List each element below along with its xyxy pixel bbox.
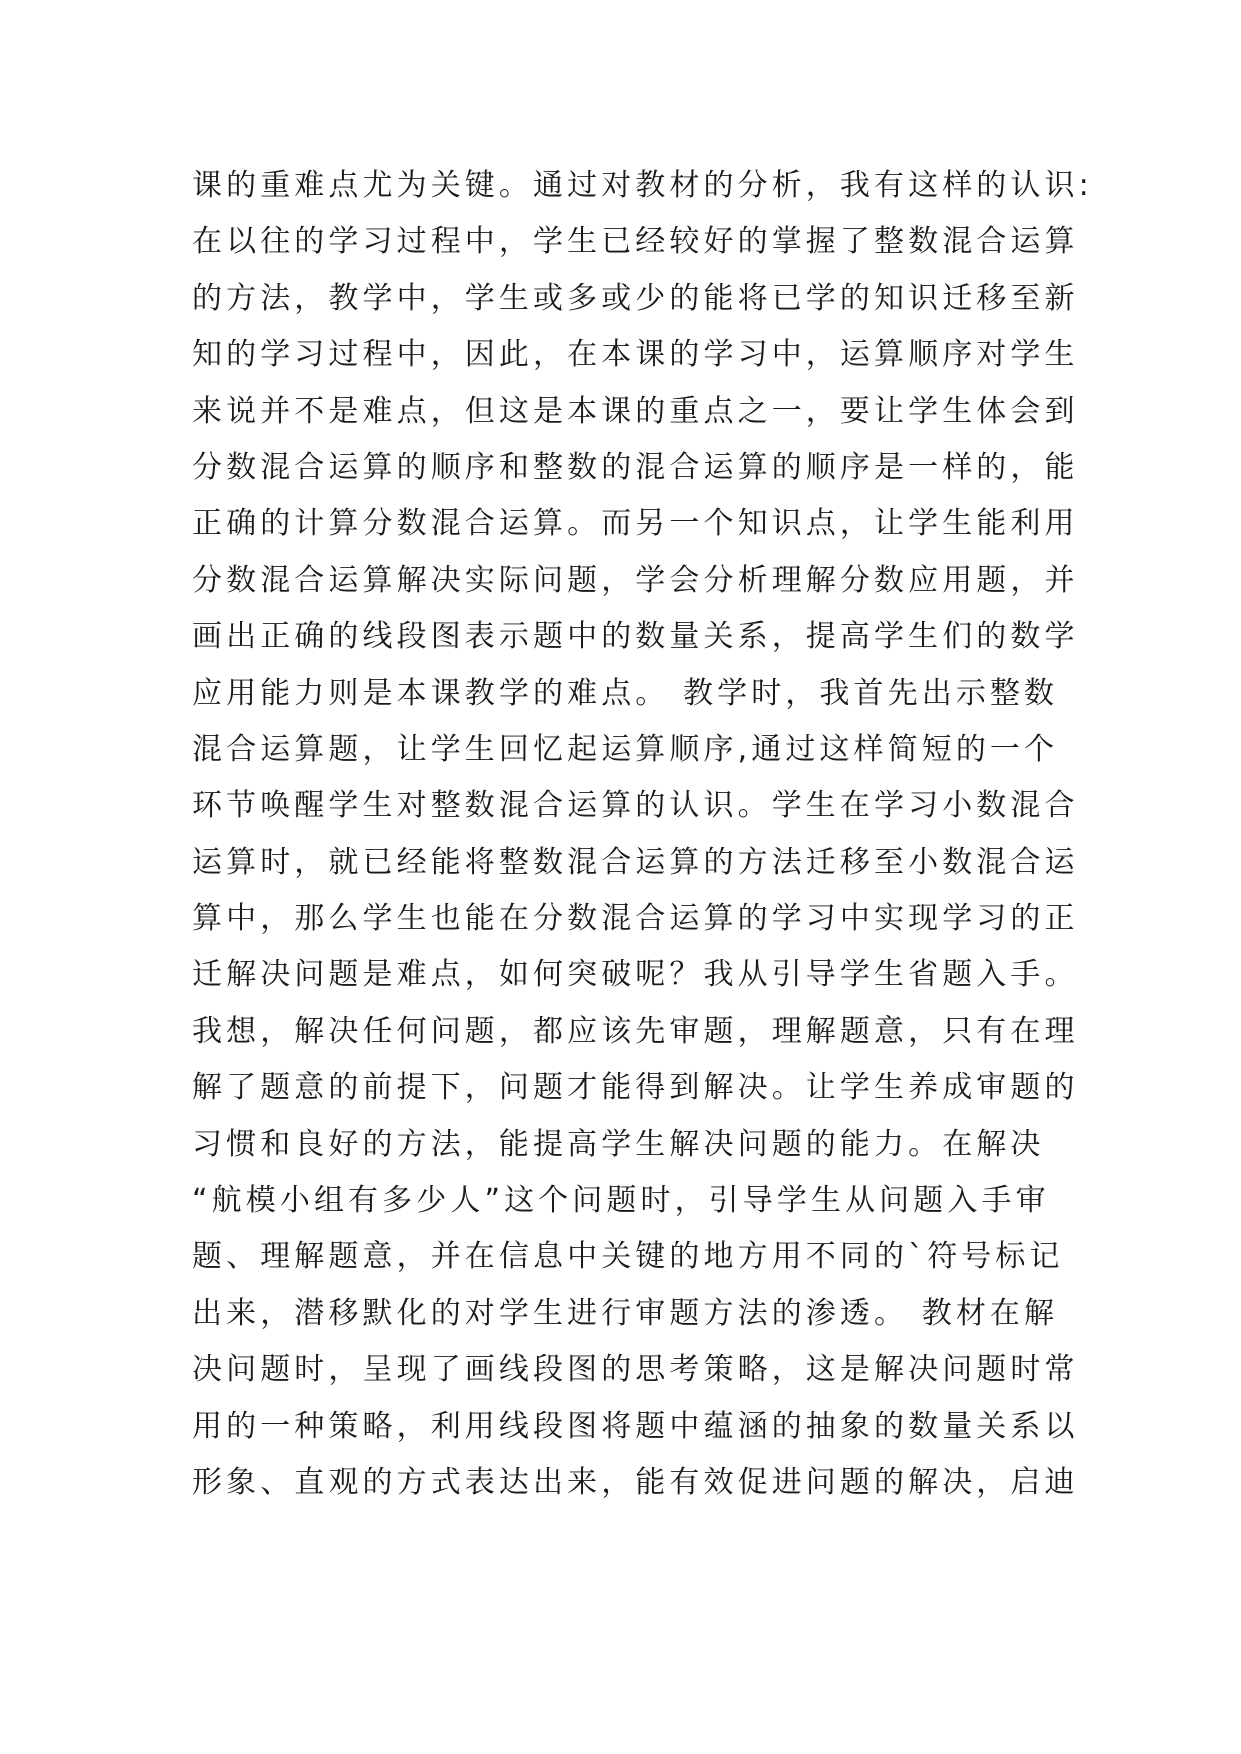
text-line: 题、理解题意，并在信息中关键的地方用不同的`符号标记 [192,1239,1064,1275]
text-line: 环节唤醒学生对整数混合运算的认识。学生在学习小数混合 [192,788,1079,824]
text-line: 决问题时，呈现了画线段图的思考策略，这是解决问题时常 [192,1352,1079,1388]
text-line: 解了题意的前提下，问题才能得到解决。让学生养成审题的 [192,1070,1079,1106]
text-line: 出来，潜移默化的对学生进行审题方法的渗透。 教材在解 [192,1295,1059,1331]
text-line: 迁解决问题是难点，如何突破呢？我从引导学生省题入手。 [192,957,1079,993]
text-line: 课的重难点尤为关键。通过对教材的分析，我有这样的认识: [192,168,1093,203]
text-line: 知的学习过程中，因此，在本课的学习中，运算顺序对学生 [192,337,1079,373]
text-line: 的方法，教学中，学生或多或少的能将已学的知识迁移至新 [192,280,1079,316]
text-line: 我想，解决任何问题，都应该先审题，理解题意，只有在理 [192,1013,1079,1049]
text-line: 混合运算题，让学生回忆起运算顺序,通过这样简短的一个 [192,731,1059,767]
text-line: 运算时，就已经能将整数混合运算的方法迁移至小数混合运 [192,844,1079,880]
text-line: 分数混合运算解决实际问题，学会分析理解分数应用题，并 [192,562,1079,598]
text-line: 分数混合运算的顺序和整数的混合运算的顺序是一样的，能 [192,449,1079,485]
text-line: 形象、直观的方式表达出来，能有效促进问题的解决，启迪 [192,1464,1079,1500]
text-line: 来说并不是难点，但这是本课的重点之一，要让学生体会到 [192,393,1079,429]
text-line: 算中，那么学生也能在分数混合运算的学习中实现学习的正 [192,901,1079,937]
text-line: 画出正确的线段图表示题中的数量关系，提高学生们的数学 [192,619,1079,655]
text-line: “航模小组有多少人”这个问题时，引导学生从问题入手审 [192,1183,1050,1219]
text-line: 正确的计算分数混合运算。而另一个知识点，让学生能利用 [192,506,1079,542]
text-line: 应用能力则是本课教学的难点。 教学时，我首先出示整数 [192,675,1059,711]
text-line: 在以往的学习过程中，学生已经较好的掌握了整数混合运算 [192,224,1079,260]
text-line: 习惯和良好的方法，能提高学生解决问题的能力。在解决 [192,1126,1045,1162]
text-line: 用的一种策略，利用线段图将题中蕴涵的抽象的数量关系以 [192,1408,1079,1444]
body-text [192,158,1093,1511]
